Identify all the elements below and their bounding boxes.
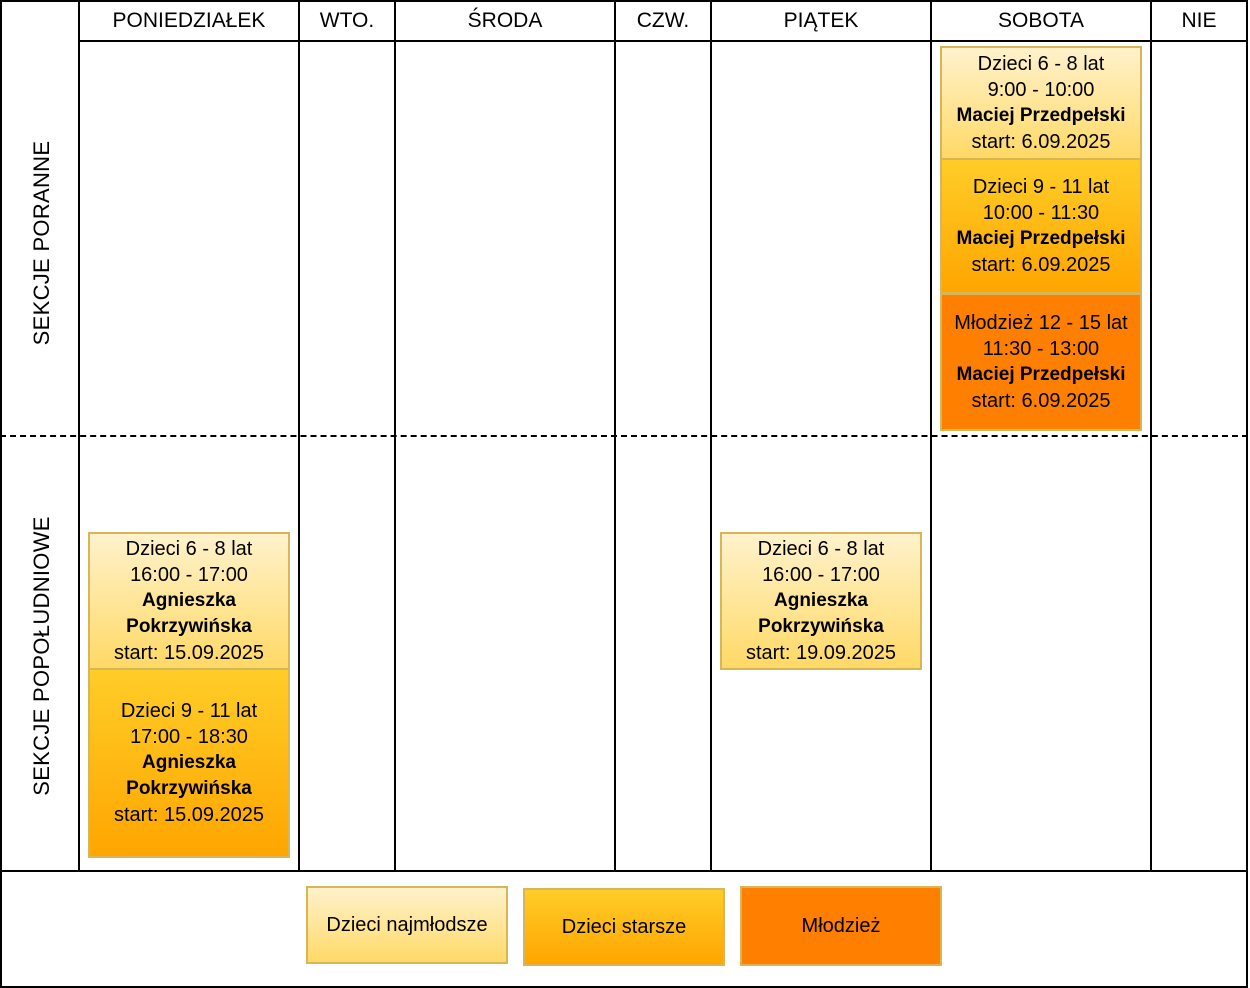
- day-header-saturday: SOBOTA: [998, 9, 1084, 32]
- class-time: 10:00 - 11:30: [982, 202, 1100, 224]
- row-label-afternoon: SEKCJE POPOŁUDNIOWE: [29, 516, 54, 796]
- day-header-friday: PIĄTEK: [783, 9, 859, 32]
- column-divider: [394, 0, 396, 871]
- class-trainer: Agnieszka Pokrzywińska: [126, 590, 252, 637]
- day-header-thursday: CZW.: [636, 9, 690, 32]
- class-start: start: 6.09.2025: [971, 390, 1111, 412]
- day-header-monday: PONIEDZIAŁEK: [112, 9, 266, 32]
- day-header-sunday: NIE: [1181, 9, 1217, 32]
- class-block-saturday-young[interactable]: [940, 46, 1142, 160]
- column-divider: [930, 0, 932, 871]
- class-group: Dzieci 9 - 11 lat: [120, 700, 258, 722]
- class-time: 11:30 - 13:00: [982, 338, 1100, 360]
- class-group: Dzieci 6 - 8 lat: [757, 538, 885, 560]
- class-block-monday-young[interactable]: [88, 532, 290, 670]
- legend-teen: Młodzież: [740, 886, 942, 966]
- class-group: Dzieci 9 - 11 lat: [972, 176, 1110, 198]
- column-divider: [710, 0, 712, 871]
- header-divider: [79, 40, 1248, 42]
- class-time: 16:00 - 17:00: [762, 564, 880, 586]
- class-group: Młodzież 12 - 15 lat: [954, 312, 1128, 334]
- class-block-saturday-older[interactable]: [940, 158, 1142, 294]
- class-block-saturday-teen[interactable]: [940, 293, 1142, 431]
- legend-divider: [0, 870, 1248, 872]
- class-time: 16:00 - 17:00: [130, 564, 248, 586]
- class-trainer: Maciej Przedpełski: [956, 364, 1126, 385]
- class-trainer: Agnieszka Pokrzywińska: [758, 590, 884, 637]
- column-divider: [1150, 0, 1152, 871]
- class-time: 9:00 - 10:00: [987, 79, 1095, 101]
- legend-young: Dzieci najmłodsze: [306, 886, 508, 964]
- session-divider: [0, 435, 1248, 437]
- column-divider: [614, 0, 616, 871]
- class-start: start: 19.09.2025: [745, 642, 897, 664]
- class-trainer: Maciej Przedpełski: [956, 105, 1126, 126]
- row-label-morning: SEKCJE PORANNE: [29, 140, 54, 346]
- class-group: Dzieci 6 - 8 lat: [125, 538, 253, 560]
- class-start: start: 15.09.2025: [113, 804, 265, 826]
- class-group: Dzieci 6 - 8 lat: [977, 53, 1105, 75]
- class-start: start: 6.09.2025: [971, 254, 1111, 276]
- column-divider: [78, 0, 80, 871]
- class-start: start: 15.09.2025: [113, 642, 265, 664]
- class-start: start: 6.09.2025: [971, 131, 1111, 153]
- class-trainer: Maciej Przedpełski: [956, 228, 1126, 249]
- day-header-wednesday: ŚRODA: [467, 9, 543, 32]
- legend-older: Dzieci starsze: [523, 888, 725, 966]
- day-header-tuesday: WTO.: [319, 9, 375, 32]
- class-block-monday-older[interactable]: [88, 668, 290, 858]
- column-divider: [298, 0, 300, 871]
- class-trainer: Agnieszka Pokrzywińska: [126, 752, 252, 799]
- class-time: 17:00 - 18:30: [130, 726, 248, 748]
- class-block-friday-young[interactable]: [720, 532, 922, 670]
